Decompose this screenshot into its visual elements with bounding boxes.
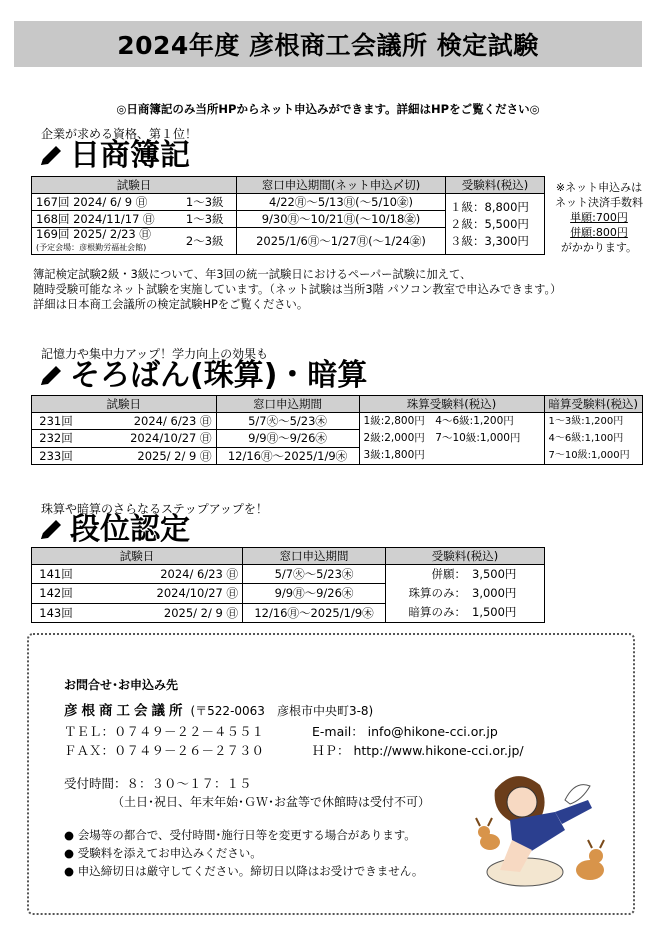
exam-date: 2024/10/27 ㊐ <box>80 430 216 447</box>
fee-value: 3,500円 <box>472 567 517 581</box>
contact-heading: お問合せ･お申込み先 <box>64 678 179 692</box>
table-row <box>32 413 643 430</box>
note-line: ※ネット申込みは <box>555 181 643 194</box>
fee-line: ２級：5,500円 <box>450 216 529 231</box>
paragraph-line: 随時受験可能なネット試験を実施しています。（ネット試験は当所3階 パソコン教室で申込みできます。） <box>33 283 562 296</box>
dani-tagline: 珠算や暗算のさらなるステップアップを！ <box>41 502 268 516</box>
org-name: 彦根商工会議所 <box>64 703 187 719</box>
soroban-tagline: 記憶力や集中力アップ！学力向上の効果も <box>41 347 269 361</box>
exam-level: 2～3級 <box>182 228 237 255</box>
dani-header-date: 試験日 <box>32 548 243 565</box>
apply-period: 5/7㊋～5/23㊍ <box>243 565 386 584</box>
exam-level: 1～3級 <box>182 194 237 211</box>
apply-period: 9/9㊊～9/26㊍ <box>243 584 386 603</box>
fee-line: 1～3級:1,200円 <box>548 416 624 427</box>
mascot-illustration <box>470 760 620 890</box>
apply-period: 12/16㊊～2025/1/9㊍ <box>243 603 386 622</box>
boki-header-period: 窓口申込期間(ネット申込〆切) <box>237 177 446 194</box>
exam-level: 1～3級 <box>182 211 237 228</box>
soroban-heading <box>38 358 368 393</box>
dani-table <box>31 547 545 623</box>
boki-heading-text: 日商簿記 <box>70 138 190 173</box>
fee-label: 併願： <box>431 567 466 581</box>
reception-hours: 受付時間：８：３０～１７：１５ <box>64 776 252 791</box>
exam-date: 2024/11/17 ㊐ <box>73 212 155 226</box>
exam-number: 232回 <box>32 430 81 447</box>
exam-venue: (予定会場：彦根勤労福祉会館) <box>36 243 147 252</box>
dani-header-fee: 受験料(税込) <box>386 548 545 565</box>
notes-list <box>64 826 423 880</box>
notice-text: ◎日商簿記のみ当所HPからネット申込みができます。詳細はHPをご覧ください◎ <box>116 102 540 116</box>
deer-mascot <box>576 840 604 880</box>
apply-period: 9/9㊊～9/26㊍ <box>216 430 359 447</box>
fee-value: 1,500円 <box>472 605 517 619</box>
boki-fees <box>446 194 545 255</box>
exam-number: 169回 <box>36 227 70 241</box>
fee-value: 3,000円 <box>472 586 517 600</box>
dani-fees <box>386 565 545 623</box>
fee-line: 1級:2,800円 4～6級:1,200円 <box>363 415 514 427</box>
note-line: 単願:700円 <box>570 211 628 224</box>
pencil-icon <box>38 518 64 542</box>
email-link[interactable]: E-mail： info@hikone-cci.or.jp <box>312 724 498 739</box>
tel: ＴＥＬ：０７４９－２２－４５５１ <box>64 724 265 739</box>
fee-line: 3級:1,800円 <box>363 449 425 461</box>
pencil-icon <box>38 364 64 388</box>
apply-period: 4/22㊊～5/13㊊(～5/10㊎) <box>237 194 446 211</box>
note-line: 併願:800円 <box>570 226 628 239</box>
table-row <box>32 565 545 584</box>
exam-date: 2024/ 6/ 9 ㊐ <box>73 195 148 209</box>
org-address: (〒522-0063 彦根市中央町3-8) <box>190 704 374 718</box>
dani-header-period: 窓口申込期間 <box>243 548 386 565</box>
list-item-text: 会場等の都合で、受付時間･施行日等を変更する場合があります。 <box>77 828 416 842</box>
boki-tagline: 企業が求める資格、第１位！ <box>41 127 198 141</box>
closed-note: （土日･祝日、年末年始･ＧＷ･お盆等で休館時は受付不可） <box>112 795 431 809</box>
list-item-text: 受験料を添えてお申込みください。 <box>77 846 262 860</box>
list-item-text: 申込締切日は厳守してください。締切日以降はお受けできません。 <box>77 864 424 878</box>
page-title: 2024年度 彦根商工会議所 検定試験 <box>14 21 642 67</box>
deer-mascot <box>476 818 500 850</box>
fee-line: 7～10級:1,000円 <box>548 450 630 461</box>
soroban-header-date: 試験日 <box>32 396 217 413</box>
fax: ＦＡＸ：０７４９－２６－２７３０ <box>64 743 265 758</box>
boki-table <box>31 176 545 255</box>
boki-paragraph <box>33 267 633 312</box>
shuzan-fees <box>359 413 544 465</box>
list-item: ● 受験料を添えてお申込みください。 <box>64 846 262 860</box>
fee-line: １級：8,800円 <box>450 199 529 214</box>
exam-number: 167回 <box>36 195 70 209</box>
soroban-table <box>31 395 643 465</box>
apply-period: 9/30㊊～10/21㊊(～10/18㊎) <box>237 211 446 228</box>
exam-date: 2025/ 2/23 ㊐ <box>73 227 151 241</box>
homepage-link[interactable]: ＨＰ： http://www.hikone-cci.or.jp/ <box>312 743 524 758</box>
table-row <box>32 194 545 211</box>
boki-header-fee: 受験料(税込) <box>446 177 545 194</box>
apply-period: 2025/1/6㊊～1/27㊊(～1/24㊎) <box>237 228 446 255</box>
note-line: がかかります。 <box>560 241 638 254</box>
net-fee-note <box>553 180 645 255</box>
exam-date: 2025/ 2/ 9 ㊐ <box>80 447 216 464</box>
soroban-heading-text: そろばん(珠算)・暗算 <box>70 358 368 393</box>
boki-header-date: 試験日 <box>32 177 237 194</box>
exam-number: 141回 <box>32 565 81 584</box>
note-line: ネット決済手数料 <box>555 196 643 209</box>
contact-org-line <box>64 699 373 719</box>
fee-label: 珠算のみ： <box>408 586 466 600</box>
soroban-header-shuzan-fee: 珠算受験料(税込) <box>359 396 544 413</box>
exam-date: 2024/10/27 ㊐ <box>80 584 243 603</box>
exam-number: 143回 <box>32 603 81 622</box>
dani-heading <box>38 512 190 547</box>
boki-heading <box>38 138 190 173</box>
apply-period: 5/7㊋～5/23㊍ <box>216 413 359 430</box>
soroban-header-period: 窓口申込期間 <box>216 396 359 413</box>
list-item: ● 申込締切日は厳守してください。締切日以降はお受けできません。 <box>64 864 424 878</box>
exam-date: 2024/ 6/23 ㊐ <box>80 565 243 584</box>
pencil-icon <box>38 144 64 168</box>
anzan-fees <box>544 413 642 465</box>
list-item: ● 会場等の都合で、受付時間･施行日等を変更する場合があります。 <box>64 828 416 842</box>
dani-heading-text: 段位認定 <box>70 512 190 547</box>
exam-date: 2024/ 6/23 ㊐ <box>80 413 216 430</box>
apply-period: 12/16㊊～2025/1/9㊍ <box>216 447 359 464</box>
paragraph-line: 詳細は日本商工会議所の検定試験HPをご覧ください。 <box>33 298 309 311</box>
exam-number: 142回 <box>32 584 81 603</box>
fee-label: 暗算のみ： <box>408 605 466 619</box>
soroban-header-anzan-fee: 暗算受験料(税込) <box>544 396 642 413</box>
paragraph-line: 簿記検定試験2級・3級について、年3回の統一試験日におけるペーパー試験に加えて、 <box>33 268 472 281</box>
fee-line: ３級：3,300円 <box>450 233 529 248</box>
exam-number: 168回 <box>36 212 70 226</box>
fee-line: 2級:2,000円 7～10級:1,000円 <box>363 432 521 444</box>
exam-number: 231回 <box>32 413 81 430</box>
exam-number: 233回 <box>32 447 81 464</box>
exam-date: 2025/ 2/ 9 ㊐ <box>80 603 243 622</box>
fee-line: 4～6級:1,100円 <box>548 433 624 444</box>
